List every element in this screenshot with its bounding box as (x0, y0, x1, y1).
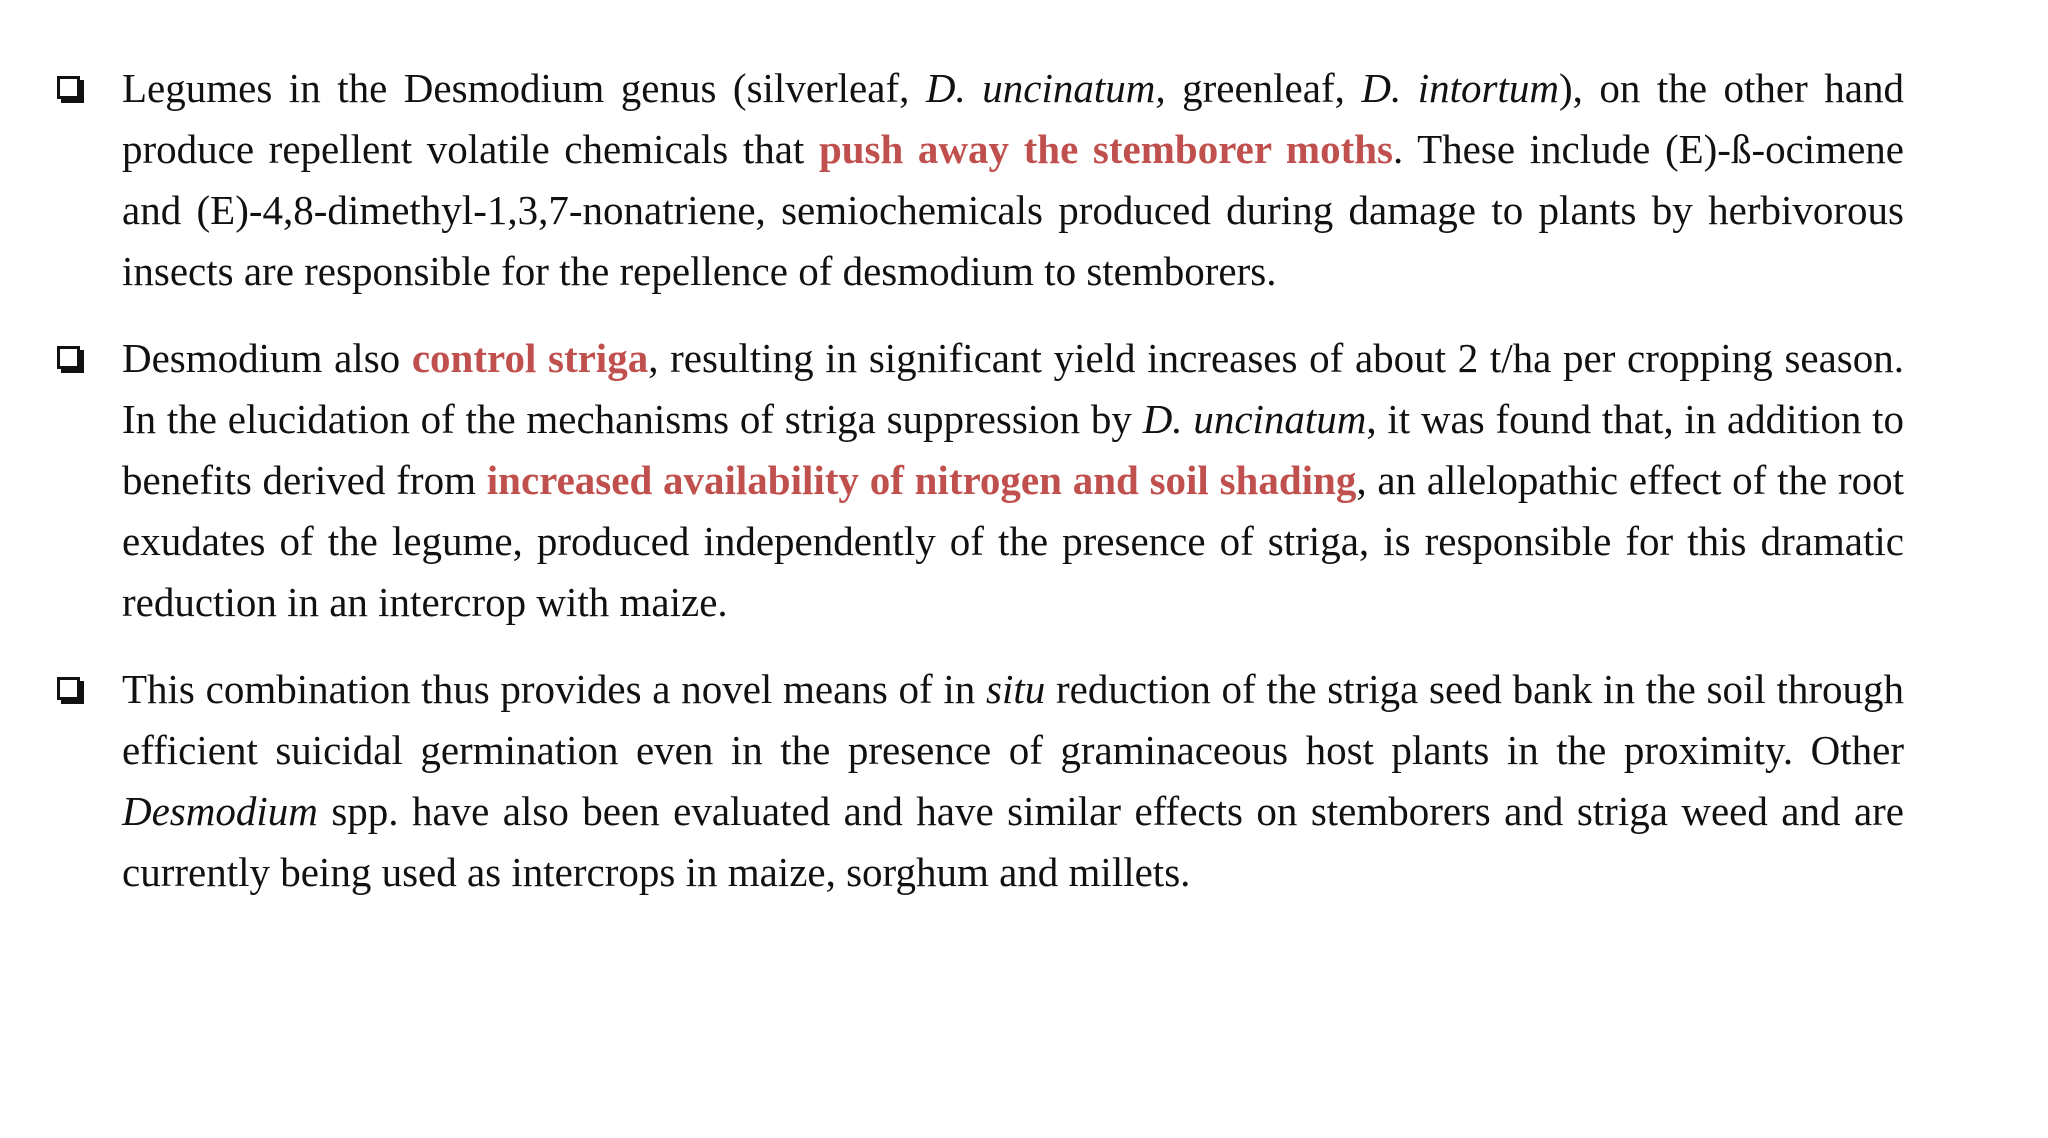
checkbox-icon (57, 76, 80, 99)
bullet-item (54, 58, 1904, 302)
bullet-item (54, 659, 1904, 903)
italic-segment: Desmodium (122, 788, 318, 834)
text-segment: , an allelopathic effect of the root exudates of the legume, produced independently of the presence of striga, is responsible for this dramatic reduction in an intercrop with maize. (122, 457, 1905, 625)
highlight-segment: increased availability of nitrogen and soil shading (486, 457, 1357, 503)
text-segment: spp. have also been evaluated and have similar effects on stemborers and striga weed and are currently being used as intercrops in maize, sorghum and millets. (122, 788, 1904, 895)
italic-segment: D. uncinatum (1142, 396, 1367, 442)
text-segment: greenleaf, (1165, 65, 1362, 111)
bullet-paragraph (122, 58, 1904, 302)
italic-segment: D. intortum (1361, 65, 1559, 111)
bullet-item (54, 328, 1904, 633)
text-segment: , resulting in significant yield increases of about 2 t/ha per cropping season. In the elucidation of the mechanisms of striga suppression by (122, 335, 1905, 442)
text-segment: ), on the other hand produce repellent volatile chemicals that (122, 65, 1904, 172)
highlight-segment: control striga (411, 335, 649, 381)
text-segment: . These include (E)-ß-ocimene and (E)-4,8-dimethyl-1,3,7-nonatriene, semiochemicals produced during damage to plants by herbivorous insects are responsible for the repellence of desmodium to stemborers. (122, 126, 1904, 294)
bullet-list (54, 58, 1904, 929)
text-segment: This combination thus provides a novel means of in (122, 666, 987, 712)
italic-segment: D. uncinatum, (925, 65, 1166, 111)
checkbox-icon (57, 677, 80, 700)
text-segment: reduction of the striga seed bank in the soil through efficient suicidal germination even in the presence of graminaceous host plants in the proximity. Other (122, 666, 1905, 773)
bullet-paragraph (122, 328, 1904, 633)
text-segment: Legumes in the Desmodium genus (silverleaf, (122, 65, 926, 111)
italic-segment: situ (986, 666, 1046, 712)
text-segment: , it was found that, in addition to benefits derived from (122, 396, 1904, 503)
highlight-segment: push away the stemborer moths (818, 126, 1393, 172)
text-segment: Desmodium also (122, 335, 412, 381)
bullet-paragraph (122, 659, 1904, 903)
checkbox-icon (57, 346, 80, 369)
